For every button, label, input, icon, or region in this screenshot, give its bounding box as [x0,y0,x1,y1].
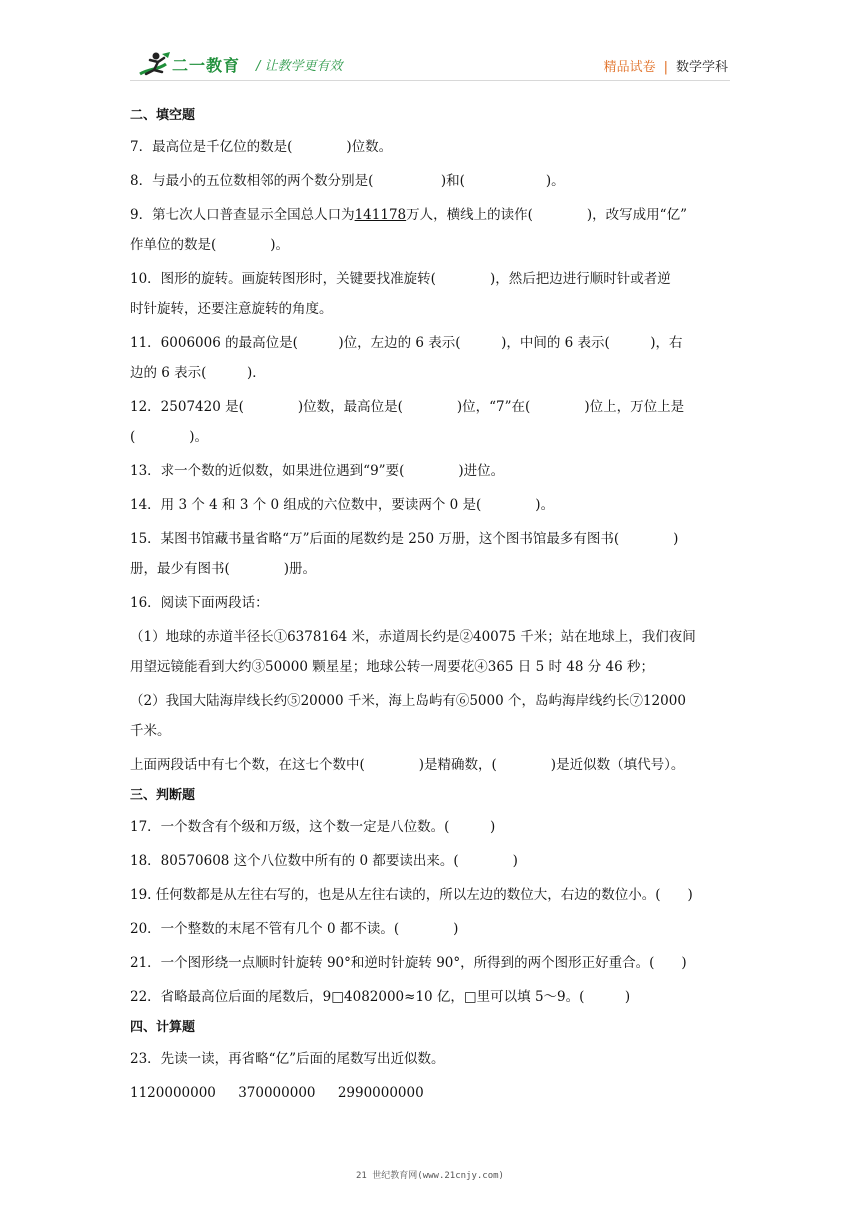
question-12: 12．2507420 是( )位数，最高位是( )位，“7”在( )位上，万位上是 [130,399,685,415]
question-7: 7．最高位是千亿位的数是( )位数。 [130,139,393,155]
section-title-fill: 二、填空题 [130,108,196,123]
question-20: 20．一个整数的末尾不管有几个 0 都不读。( ) [130,921,459,937]
question-9-text-a: 9．第七次人口普查显示全国总人口为 [130,207,355,223]
question-content [130,102,734,1110]
question-10: 10．图形的旋转。画旋转图形时，关键要找准旋转( )，然后把边进行顺时针或者逆 [130,271,671,287]
calc-number: 2990000000 [337,1085,424,1101]
section-title-calc: 四、计算题 [130,1020,196,1035]
question-17: 17．一个数含有个级和万级，这个数一定是八位数。( ) [130,819,496,835]
page-footer: 21 世纪教育网(www.21cnjy.com) [356,1171,504,1181]
question-23: 23．先读一读，再省略“亿”后面的尾数写出近似数。 [130,1051,445,1067]
question-16-paragraph-1-continued: 用望远镜能看到大约③50000 颗星星；地球公转一周要花④365 日 5 时 48 分 46 秒； [130,659,654,675]
question-16-paragraph-2-continued: 千米。 [130,723,171,739]
question-14: 14．用 3 个 4 和 3 个 0 组成的六位数中，要读两个 0 是( )。 [130,497,555,513]
logo-text: 二一教育 [172,56,241,75]
subject-label: 数学学科 [675,60,728,75]
brand-label: 精品试卷 [603,60,656,75]
question-13: 13．求一个数的近似数，如果进位遇到“9”要( )进位。 [130,463,505,479]
question-15: 15．某图书馆藏书量省略“万”后面的尾数约是 250 万册，这个图书馆最多有图书( ) [130,531,679,547]
question-15-continued: 册，最少有图书( )册。 [130,561,317,577]
section-title-judge: 三、判断题 [130,788,196,803]
question-9 [130,198,734,232]
question-16: 16．阅读下面两段话： [130,595,269,611]
question-10-continued: 时针旋转，还要注意旋转的角度。 [130,301,333,317]
question-18: 18．80570608 这个八位数中所有的 0 都要读出来。( ) [130,853,518,869]
calc-number: 370000000 [238,1085,316,1101]
question-16-paragraph-2: （2）我国大陆海岸线长约⑤20000 千米，海上岛屿有⑥5000 个，岛屿海岸线约长⑦12000 [130,693,686,709]
question-19: 19. 任何数都是从左往右写的，也是从左往右读的，所以左边的数位大，右边的数位小。( ) [130,887,693,903]
question-8: 8．与最小的五位数相邻的两个数分别是( )和( )。 [130,173,565,189]
header-brand [604,56,728,75]
brand-separator: | [663,60,668,75]
question-21: 21．一个图形绕一点顺时针旋转 90°和逆时针旋转 90°，所得到的两个图形正好重合。( ) [130,955,687,971]
question-16-prompt: 上面两段话中有七个数，在这七个数中( )是精确数，( )是近似数（填代号）。 [130,757,685,773]
question-9-underlined-number: 141178 [354,207,407,223]
question-16-paragraph-1: （1）地球的赤道半径长①6378164 米，赤道周长约是②40075 千米；站在地球上，我们夜间 [130,629,696,645]
header-slogan: / 让教学更有效 [256,59,343,74]
calc-number: 1120000000 [130,1085,216,1101]
calc-number-list [130,1076,734,1110]
header-divider [130,80,730,81]
question-9-continued: 作单位的数是( )。 [130,237,290,253]
question-11-continued: 边的 6 表示( )． [130,365,266,381]
question-9-text-b: 万人，横线上的读作( )，改写成用“亿” [406,207,687,223]
question-11: 11．6006006 的最高位是( )位，左边的 6 表示( )，中间的 6 表示( )，右 [130,335,683,351]
question-12-continued: ( )。 [130,429,209,445]
question-22: 22．省略最高位后面的尾数后，9□4082000≈10 亿，□里可以填 5～9。( ) [130,989,631,1005]
page-header [0,0,860,90]
